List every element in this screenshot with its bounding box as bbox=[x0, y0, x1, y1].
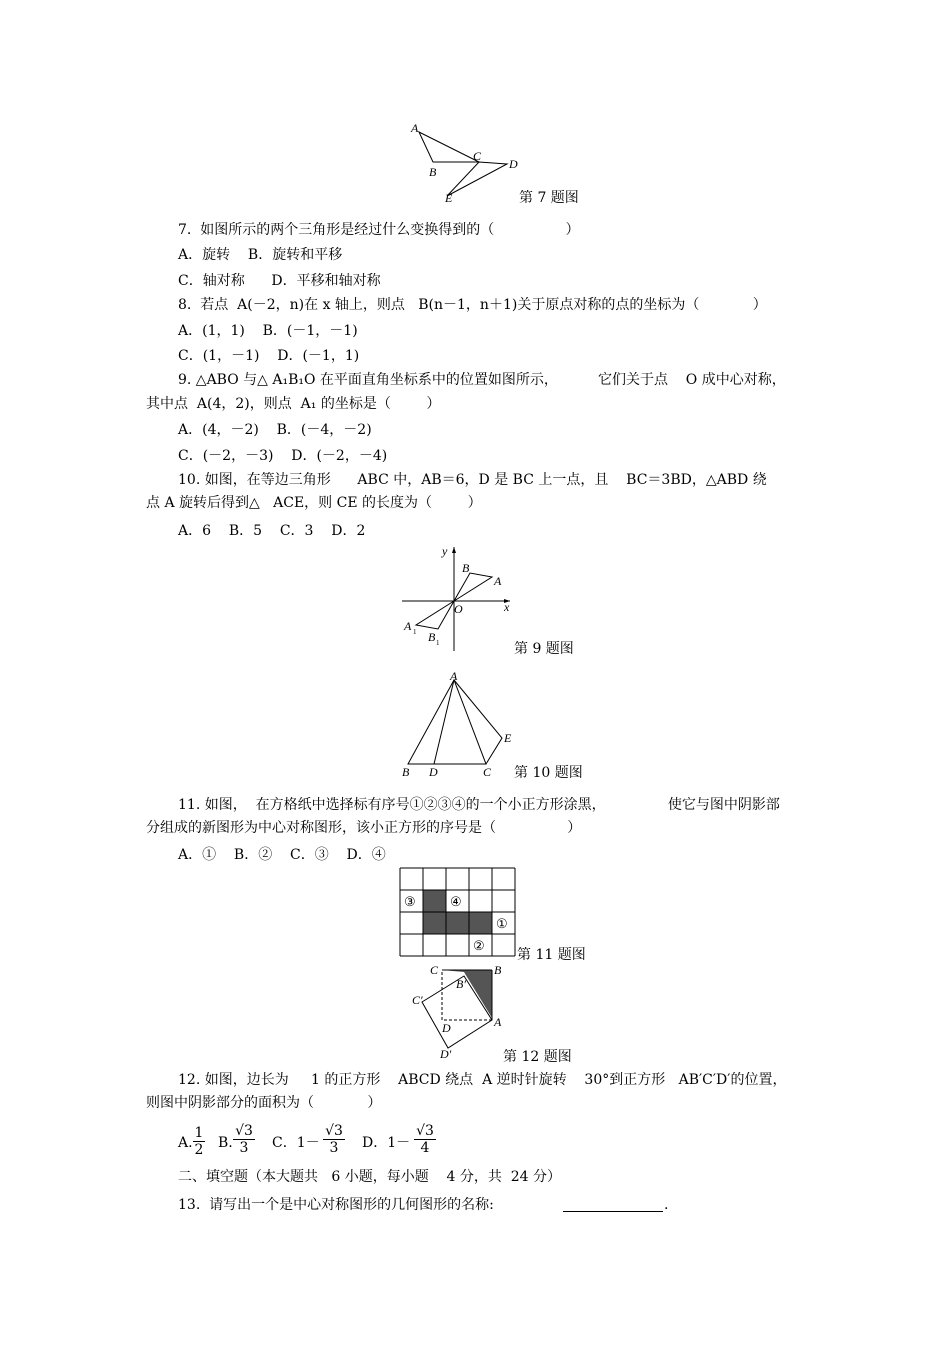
label-b1-subscript: 1 bbox=[436, 639, 440, 647]
fraction-denominator: 4 bbox=[420, 1140, 430, 1156]
q8-options-ab: A．(1，1) B．(－1，－1) bbox=[178, 323, 358, 339]
label-c: C bbox=[473, 149, 482, 163]
q9-options-cd: C．(－2，－3) D．(－2，－4) bbox=[178, 448, 388, 464]
triangle-ace bbox=[454, 680, 502, 764]
q12-option-d-label: D．1－ bbox=[362, 1135, 411, 1151]
section-2-heading: 二、填空题（本大题共 6 小题，每小题 4 分，共 24 分） bbox=[178, 1169, 562, 1185]
q10-line2: 点 A 旋转后得到△ ACE，则 CE 的长度为（ ） bbox=[146, 495, 482, 511]
label-e: E bbox=[504, 731, 512, 745]
label-e: E bbox=[445, 191, 453, 205]
q12-option-b-label: B. bbox=[218, 1135, 233, 1151]
q10-line1: 10. 如图，在等边三角形 ABC 中，AB＝6，D 是 BC 上一点，且 BC＝3BD，△ABD 绕 bbox=[178, 472, 767, 488]
label-b: B bbox=[462, 561, 470, 575]
y-axis-arrow bbox=[452, 547, 456, 553]
figure-7-diagram bbox=[405, 120, 535, 210]
q12-option-c-fraction bbox=[323, 1123, 345, 1156]
label-a: A bbox=[450, 669, 458, 683]
segment-ad bbox=[434, 680, 454, 764]
label-b1: B bbox=[428, 630, 436, 644]
figure-11-caption: 第 11 题图 bbox=[517, 947, 586, 963]
label-b: B bbox=[429, 165, 437, 179]
label-d: D bbox=[429, 765, 438, 779]
label-x: x bbox=[504, 600, 510, 614]
fraction-numerator: √3 bbox=[233, 1123, 255, 1140]
q13-period: . bbox=[664, 1197, 669, 1213]
label-a1: A bbox=[404, 619, 412, 633]
label-b: B bbox=[402, 765, 410, 779]
q9-line1: 9. △ABO 与△ A₁B₁O 在平面直角坐标系中的位置如图所示， 它们关于点 O 成中心对称， bbox=[178, 372, 786, 388]
q7-options-cd: C．轴对称 D．平移和轴对称 bbox=[178, 273, 381, 289]
fraction-denominator: 3 bbox=[329, 1140, 339, 1156]
fraction-numerator: √3 bbox=[323, 1123, 345, 1140]
label-a: A bbox=[494, 1015, 502, 1029]
label-o: O bbox=[454, 602, 463, 616]
q13-stem: 13. 请写出一个是中心对称图形的几何图形的名称: bbox=[178, 1197, 494, 1213]
label-d1: D′ bbox=[440, 1047, 452, 1061]
fraction-denominator: 2 bbox=[194, 1142, 204, 1158]
q9-line2: 其中点 A(4，2)，则点 A₁ 的坐标是（ ） bbox=[146, 396, 441, 412]
figure-10-diagram bbox=[398, 669, 518, 782]
label-a1-subscript: 1 bbox=[413, 628, 417, 636]
q11-options: A．① B．② C．③ D．④ bbox=[178, 847, 386, 863]
label-c: C bbox=[430, 963, 439, 977]
label-a: A bbox=[411, 121, 419, 135]
mark-4: ④ bbox=[450, 894, 462, 909]
q10-options: A．6 B．5 C．3 D．2 bbox=[178, 523, 366, 539]
triangle-abc bbox=[419, 132, 479, 162]
q12-option-a-label: A. bbox=[178, 1135, 193, 1151]
q12-option-b-fraction bbox=[233, 1123, 255, 1156]
label-d: D bbox=[509, 157, 518, 171]
q7-options-ab: A．旋转 B．旋转和平移 bbox=[178, 247, 343, 263]
figure-7-caption: 第 7 题图 bbox=[519, 190, 579, 206]
figure-11-grid bbox=[400, 868, 516, 958]
q7-stem: 7. 如图所示的两个三角形是经过什么变换得到的（ ） bbox=[178, 222, 580, 238]
q12-option-d-fraction bbox=[414, 1123, 436, 1156]
figure-9-caption: 第 9 题图 bbox=[514, 641, 574, 657]
label-a: A bbox=[494, 574, 502, 588]
q12-line2: 则图中阴影部分的面积为（ ） bbox=[146, 1095, 382, 1111]
grid-lines bbox=[400, 868, 515, 956]
fraction-numerator: √3 bbox=[414, 1123, 436, 1140]
triangle-dce bbox=[447, 162, 507, 196]
triangle-abo bbox=[454, 573, 492, 601]
mark-1: ① bbox=[496, 916, 508, 931]
q13-answer-blank[interactable] bbox=[563, 1193, 663, 1212]
q8-options-cd: C．(1，－1) D．(－1，1) bbox=[178, 348, 360, 364]
label-c1: C′ bbox=[412, 993, 423, 1007]
triangle-a1b1o bbox=[416, 601, 454, 629]
label-b: B bbox=[494, 963, 502, 977]
label-c: C bbox=[483, 765, 492, 779]
figure-12-diagram bbox=[410, 962, 510, 1062]
label-y: y bbox=[442, 544, 448, 558]
q12-option-c-label: C．1－ bbox=[272, 1135, 320, 1151]
fraction-denominator: 3 bbox=[239, 1140, 249, 1156]
figure-12-caption: 第 12 题图 bbox=[503, 1049, 572, 1065]
q11-line1: 11. 如图， 在方格纸中选择标有序号①②③④的一个小正方形涂黑， 使它与图中阴影部 bbox=[178, 797, 780, 813]
label-d: D bbox=[442, 1021, 451, 1035]
label-b1: B′ bbox=[456, 977, 466, 991]
triangle-abc bbox=[408, 680, 486, 764]
q11-line2: 分组成的新图形为中心对称图形，该小正方形的序号是（ ） bbox=[146, 820, 582, 836]
q8-stem: 8. 若点 A(－2，n)在 x 轴上，则点 B(n－1，n＋1)关于原点对称的点的坐标为（ ） bbox=[178, 297, 767, 313]
mark-2: ② bbox=[473, 938, 485, 953]
q12-line1: 12. 如图，边长为 1 的正方形 ABCD 绕点 A 逆时针旋转 30°到正方形 AB′C′D′的位置， bbox=[178, 1072, 787, 1088]
figure-10-caption: 第 10 题图 bbox=[514, 765, 583, 781]
mark-3: ③ bbox=[404, 894, 416, 909]
fraction-numerator: 1 bbox=[194, 1125, 204, 1141]
q12-option-a-fraction bbox=[193, 1125, 205, 1158]
figure-9-diagram bbox=[398, 543, 518, 655]
q9-options-ab: A．(4，－2) B．(－4，－2) bbox=[178, 422, 372, 438]
